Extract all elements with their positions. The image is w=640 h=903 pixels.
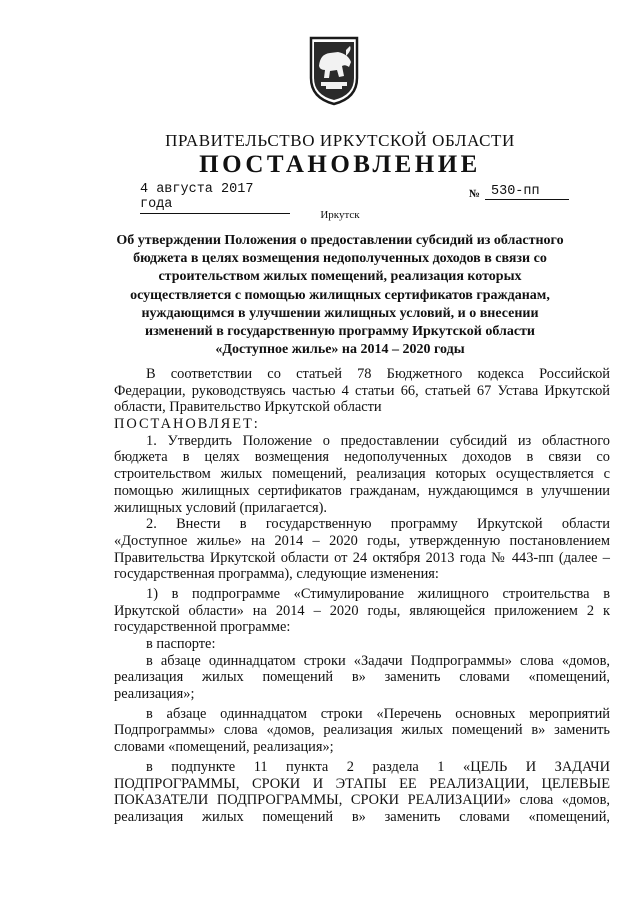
body-line: области, Правительство Иркутской области — [114, 399, 382, 416]
title-line: Об утверждении Положения о предоставлении субсидий из областного — [116, 233, 564, 248]
body-line: Подпрограммы» слова «домов, реализация жилых помещений в» заменить — [114, 722, 610, 739]
document-body — [114, 366, 610, 826]
body-line: жилищных условий (прилагается). — [114, 499, 328, 516]
body-line: 1) в подпрограмме «Стимулирование жилищного строительства в — [146, 585, 610, 602]
body-line: ПОКАЗАТЕЛИ ПОДПРОГРАММЫ, СРОКИ РЕАЛИЗАЦИИ» слова «домов, — [114, 792, 610, 809]
body-line: реализация жилых помещений в» заменить словами «помещений, — [114, 669, 610, 686]
number-sign: № — [469, 188, 481, 200]
body-line: 2. Внести в государственную программу Иркутской области — [146, 516, 610, 533]
body-line: «Доступное жилье» на 2014 – 2020 годы, утвержденную постановлением — [114, 532, 610, 549]
body-line: Иркутской области» на 2014 – 2020 годы, являющейся приложением 2 к — [114, 602, 610, 619]
title-line: изменений в государственную программу Иркутской области — [145, 324, 535, 340]
irkutsk-coat-of-arms-icon — [308, 36, 360, 106]
body-line: 1. Утвердить Положение о предоставлении субсидий из областного — [146, 432, 610, 449]
resolve-heading: ПОСТАНОВЛЯЕТ: — [114, 416, 260, 433]
title-line: осуществляется с помощью жилищных сертификатов гражданам, — [130, 287, 550, 303]
government-name: ПРАВИТЕЛЬСТВО ИРКУТСКОЙ ОБЛАСТИ — [165, 131, 515, 150]
body-line: государственной программе: — [114, 619, 291, 636]
title-line: нуждающимся в улучшении жилищных условий, и о внесении — [141, 305, 539, 321]
title-line: строительством жилых помещений, реализация которых — [158, 269, 522, 285]
document-date: 4 августа 2017 года — [140, 182, 290, 214]
document-type: ПОСТАНОВЛЕНИЕ — [199, 151, 481, 178]
body-line: государственная программа), следующие изменения: — [114, 566, 439, 583]
body-line: В соответствии со статьей 78 Бюджетного кодекса Российской — [146, 366, 610, 382]
body-line: бюджета в целях возмещения недополученных доходов в связи со — [114, 449, 610, 466]
title-line: «Доступное жилье» на 2014 – 2020 годы — [215, 342, 465, 358]
body-line: реализация жилых помещений в» заменить словами «помещений, — [114, 808, 610, 825]
body-line: словами «помещений, реализация»; — [114, 739, 334, 756]
document-number: 530-пп — [485, 184, 569, 200]
body-line: реализация»; — [114, 686, 195, 703]
document-title — [115, 232, 565, 359]
body-line: Федерации, руководствуясь частью 4 статьи 66, статьей 67 Устава Иркутской — [114, 382, 610, 399]
document-number-field — [469, 184, 569, 204]
body-line: помощью жилищных сертификатов гражданам, нуждающимся в улучшении — [114, 482, 610, 499]
body-line: ПОДПРОГРАММЫ, СРОКИ И ЭТАПЫ ЕЕ РЕАЛИЗАЦИИ, ЦЕЛЕВЫЕ — [114, 775, 610, 792]
city-name: Иркутск — [320, 209, 360, 221]
body-line: в абзаце одиннадцатом строки «Задачи Подпрограммы» слова «домов, — [146, 652, 610, 669]
body-line: в подпункте 11 пункта 2 раздела 1 «ЦЕЛЬ И ЗАДАЧИ — [146, 758, 610, 775]
body-line: в абзаце одиннадцатом строки «Перечень основных мероприятий — [146, 705, 610, 722]
title-line: бюджета в целях возмещения недополученных доходов в связи со — [133, 251, 547, 267]
body-line: Правительства Иркутской области от 24 октября 2013 года № 443-пп (далее – — [114, 549, 610, 566]
body-line: в паспорте: — [146, 636, 216, 652]
body-line: строительством жилых помещений, реализация которых осуществляется с — [114, 466, 610, 483]
